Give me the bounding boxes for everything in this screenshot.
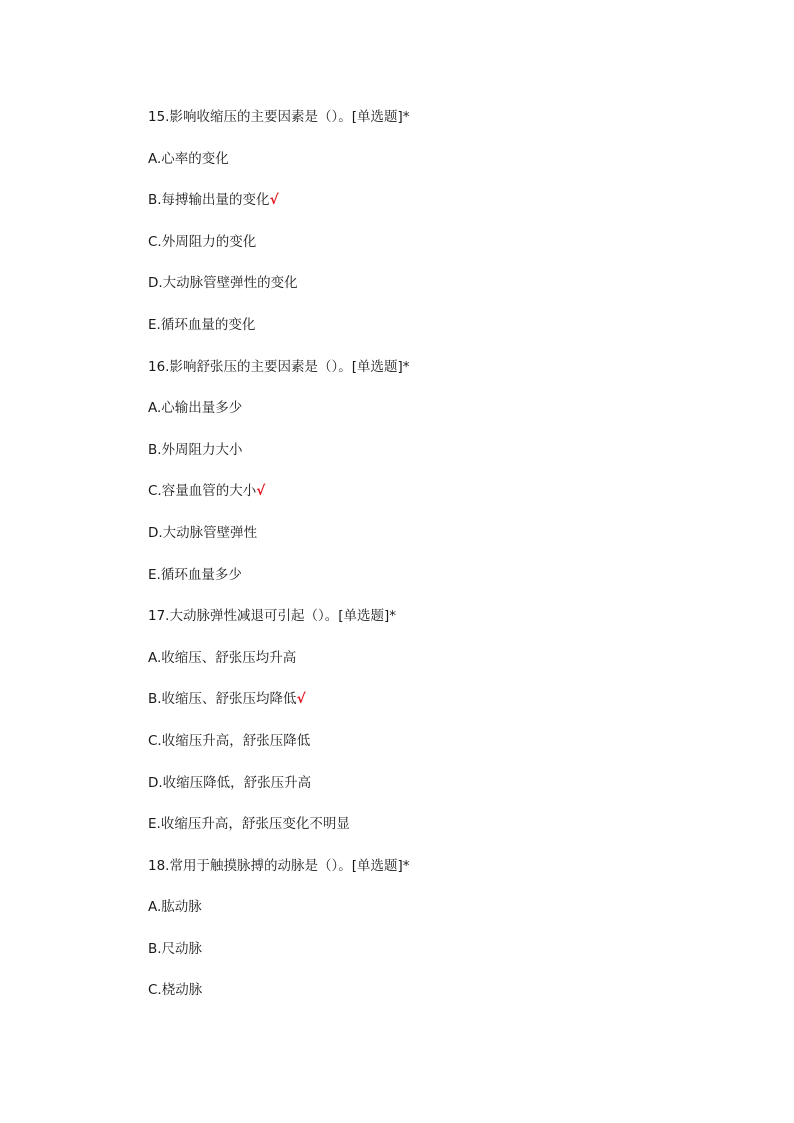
- question-17-option-d: [148, 773, 708, 815]
- question-18-title: 18.常用于触摸脉搏的动脉是（）。[单选题]*: [148, 857, 410, 874]
- option-text: B.外周阻力大小: [148, 441, 243, 458]
- question-15-option-e: [148, 315, 708, 357]
- question-16-option-e: [148, 565, 708, 607]
- option-text: D.收缩压降低，舒张压升高: [148, 774, 312, 791]
- question-17-option-c: [148, 731, 708, 773]
- question-17-option-a: [148, 648, 708, 690]
- question-17-option-b: [148, 689, 708, 731]
- question-15-title: 15.影响收缩压的主要因素是（）。[单选题]*: [148, 109, 410, 125]
- option-text: A.心输出量多少: [148, 400, 243, 417]
- check-mark: √: [256, 483, 266, 500]
- check-mark: √: [269, 192, 279, 209]
- option-text: C.收缩压升高，舒张压降低: [148, 732, 311, 749]
- question-17-title: 17.大动脉弹性减退可引起（）。[单选题]*: [148, 608, 397, 625]
- option-text: E.收缩压升高，舒张压变化不明显: [148, 816, 350, 833]
- question-18-option-c: [148, 980, 708, 1022]
- option-text: D.大动脉管壁弹性的变化: [148, 275, 298, 292]
- option-text: B.收缩压、舒张压均降低: [148, 691, 297, 708]
- question-15-option-a: [148, 149, 708, 191]
- question-18-option-b: [148, 939, 708, 981]
- check-mark: √: [296, 691, 306, 708]
- question-17-option-e: [148, 814, 708, 856]
- option-text: A.心率的变化: [148, 150, 229, 167]
- question-15-option-b: [148, 190, 708, 232]
- option-text: C.桡动脉: [148, 982, 203, 999]
- question-16-title: 16.影响舒张压的主要因素是（）。[单选题]*: [148, 358, 410, 375]
- option-text: A.收缩压、舒张压均升高: [148, 649, 297, 666]
- option-text: B.尺动脉: [148, 940, 203, 957]
- option-text: D.大动脉管壁弹性: [148, 524, 258, 541]
- option-text: B.每搏输出量的变化: [148, 192, 270, 209]
- question-15-option-c: [148, 232, 708, 274]
- question-18-option-a: [148, 897, 708, 939]
- question-16-option-b: [148, 440, 708, 482]
- option-text: E.循环血量的变化: [148, 316, 256, 333]
- question-15-option-d: [148, 273, 708, 315]
- option-text: C.容量血管的大小: [148, 483, 257, 500]
- question-16-option-d: [148, 523, 708, 565]
- question-16-option-c: [148, 481, 708, 523]
- option-text: E.循环血量多少: [148, 566, 242, 583]
- question-16-option-a: [148, 398, 708, 440]
- question-list: [148, 107, 708, 1022]
- option-text: C.外周阻力的变化: [148, 233, 257, 250]
- option-text: A.肱动脉: [148, 899, 202, 916]
